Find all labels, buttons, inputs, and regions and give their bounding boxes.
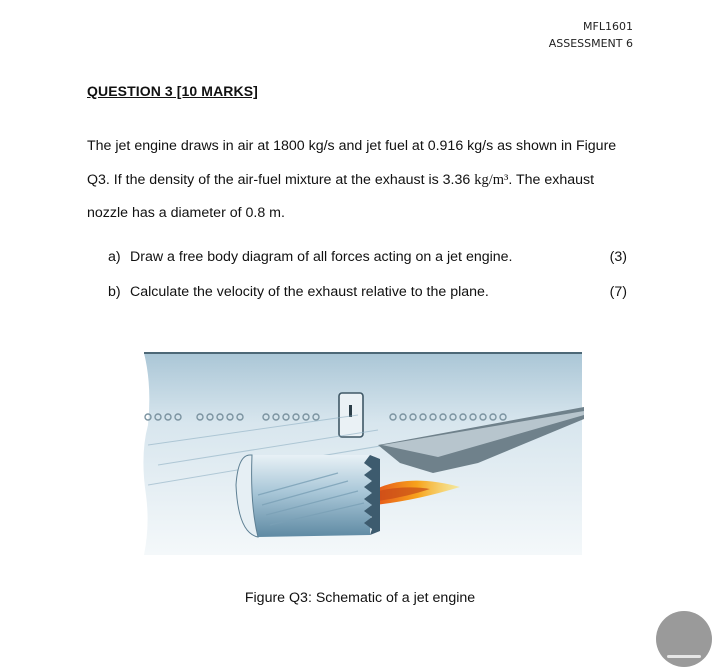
question-title: QUESTION 3 [10 MARKS] bbox=[87, 83, 258, 99]
assessment-label: ASSESSMENT 6 bbox=[548, 37, 633, 50]
scroll-button-icon[interactable] bbox=[656, 611, 712, 667]
figure-caption: Figure Q3: Schematic of a jet engine bbox=[244, 590, 476, 606]
part-marks: (7) bbox=[609, 284, 627, 300]
scroll-handle bbox=[667, 655, 701, 658]
density-unit: kg/m³ bbox=[474, 171, 509, 188]
question-line-2b: . The exhaust bbox=[508, 171, 595, 188]
part-label: b) bbox=[108, 284, 121, 300]
jet-engine-figure bbox=[138, 345, 598, 565]
course-code: MFL1601 bbox=[583, 20, 633, 33]
question-line-3: nozzle has a diameter of 0.8 m. bbox=[87, 205, 285, 221]
question-line-2a: Q3. If the density of the air-fuel mixture at the exhaust is 3.36 bbox=[87, 171, 475, 188]
question-text bbox=[87, 130, 635, 231]
engine-nacelle bbox=[236, 455, 374, 537]
part-text: Calculate the velocity of the exhaust relative to the plane. bbox=[130, 284, 489, 300]
question-line-2 bbox=[87, 164, 635, 198]
question-line-1: The jet engine draws in air at 1800 kg/s and jet fuel at 0.916 kg/s as shown in Figure bbox=[87, 138, 617, 154]
jet-engine-illustration bbox=[138, 345, 598, 565]
part-label: a) bbox=[108, 249, 121, 265]
part-text: Draw a free body diagram of all forces acting on a jet engine. bbox=[130, 249, 513, 265]
document-header bbox=[549, 18, 633, 52]
part-marks: (3) bbox=[609, 249, 627, 265]
